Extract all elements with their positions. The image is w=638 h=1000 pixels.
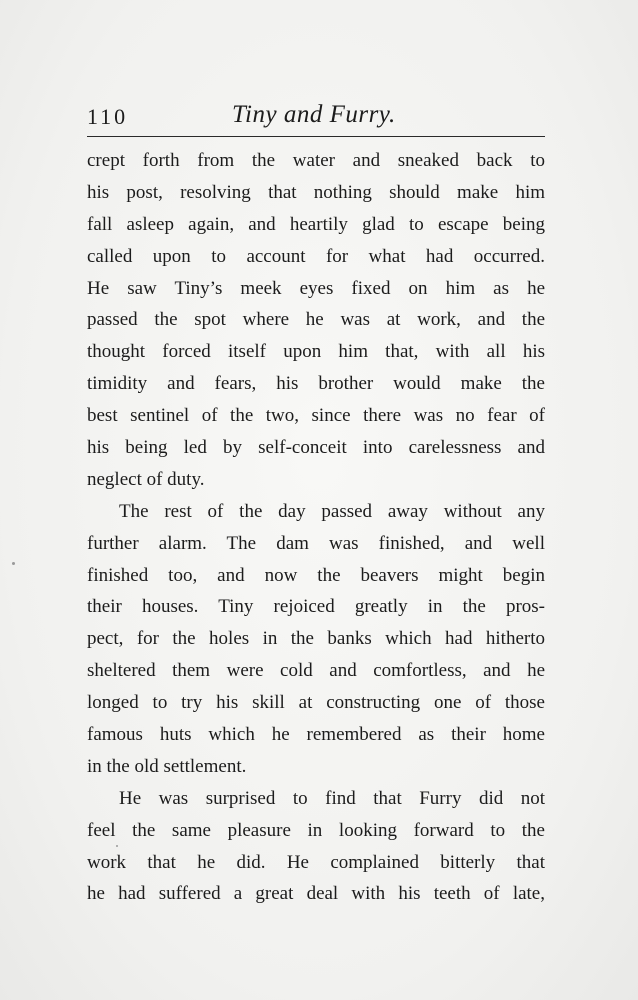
text-line: their houses. Tiny rejoiced greatly in the pros- bbox=[87, 596, 545, 618]
text-line: further alarm. The dam was finished, and well bbox=[87, 532, 545, 554]
text-line: he had suffered a great deal with his teeth of late, bbox=[87, 883, 545, 905]
paragraph-end-line: neglect of duty. bbox=[87, 468, 205, 490]
text-line: timidity and fears, his brother would make the bbox=[87, 373, 545, 395]
text-line: best sentinel of the two, since there was no fear of bbox=[87, 405, 545, 427]
text-line: called upon to account for what had occurred. bbox=[87, 245, 545, 267]
paragraph-first-line: The rest of the day passed away without any bbox=[119, 500, 545, 522]
paper-speck bbox=[116, 845, 118, 847]
text-line: feel the same pleasure in looking forward to the bbox=[87, 819, 545, 841]
text-line: pect, for the holes in the banks which had hitherto bbox=[87, 628, 545, 650]
text-line: sheltered them were cold and comfortless, and he bbox=[87, 660, 545, 682]
paragraph-first-line: He was surprised to find that Furry did not bbox=[119, 787, 545, 809]
header-rule bbox=[87, 136, 545, 137]
text-line: his being led by self-conceit into carelessness and bbox=[87, 437, 545, 459]
paper-speck bbox=[12, 562, 15, 565]
text-line: fall asleep again, and heartily glad to escape being bbox=[87, 213, 545, 235]
text-line: finished too, and now the beavers might begin bbox=[87, 564, 545, 586]
text-line: passed the spot where he was at work, and the bbox=[87, 309, 545, 331]
text-line: crept forth from the water and sneaked back to bbox=[87, 150, 545, 171]
text-line: He saw Tiny’s meek eyes fixed on him as he bbox=[87, 277, 545, 299]
running-title: Tiny and Furry. bbox=[232, 101, 396, 128]
text-line: his post, resolving that nothing should make him bbox=[87, 181, 545, 203]
text-line: work that he did. He complained bitterly that bbox=[87, 851, 545, 873]
text-line: longed to try his skill at constructing one of those bbox=[87, 692, 545, 714]
paragraph-end-line: in the old settlement. bbox=[87, 755, 247, 777]
page-number: 110 bbox=[87, 104, 129, 129]
running-head bbox=[87, 98, 545, 134]
text-line: famous huts which he remembered as their home bbox=[87, 724, 545, 746]
text-line: thought forced itself upon him that, with all his bbox=[87, 341, 545, 363]
body-text bbox=[87, 145, 545, 910]
